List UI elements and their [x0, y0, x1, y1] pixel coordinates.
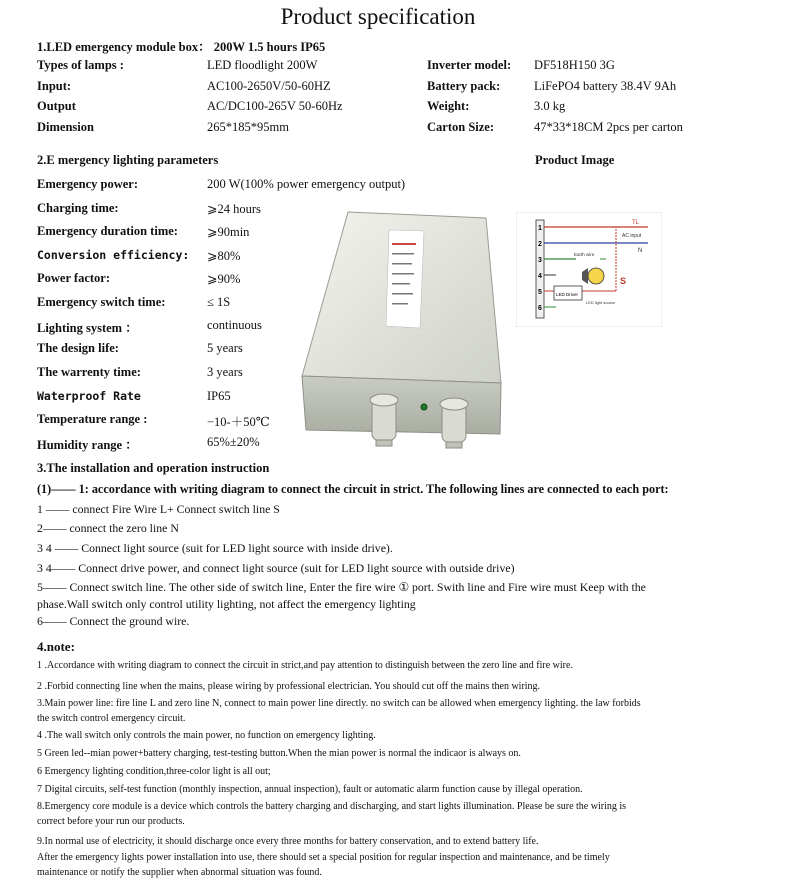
param-key: Humidity range ： — [37, 438, 138, 452]
terminal-label: 3 — [538, 257, 542, 264]
product-image-label: Product Image — [535, 153, 615, 167]
diagram-tl-label: TL — [632, 220, 640, 226]
note-line: correct before your run our products. — [37, 816, 185, 827]
param-value: 3 years — [207, 365, 243, 379]
spec-value: DF518H150 3G — [534, 58, 615, 72]
spec-key: Output — [37, 99, 76, 113]
param-key: Emergency duration time: — [37, 224, 178, 238]
param-value: continuous — [207, 318, 262, 332]
note-line: After the emergency lights power installation into use, there should set a special position for regular inspection and maintenance, and be timely — [37, 852, 610, 863]
spec-value: LiFePO4 battery 38.4V 9Ah — [534, 79, 677, 93]
instruction-line: 1 —— connect Fire Wire L+ Connect switch line S — [37, 502, 280, 516]
param-value: ⩾80% — [207, 249, 241, 263]
note-line: maintenance or notify the supplier when abnormal situation was found. — [37, 867, 322, 878]
section2-heading: 2.E mergency lighting parameters — [37, 153, 219, 167]
diagram-earth-label: Earth wire — [574, 252, 595, 257]
wiring-diagram — [516, 212, 662, 327]
spec-key: Weight: — [427, 99, 470, 113]
note-line: 7 Digital circuits, self-test function (monthly inspection, annual inspection), fault or automatic alarm function cause by illegal operation. — [37, 784, 583, 795]
spec-key: Carton Size: — [427, 120, 494, 134]
note-line: 1 .Accordance with writing diagram to connect the circuit in strict,and pay attention to distinguish between the zero line and fire wire. — [37, 660, 573, 671]
param-key: The warrenty time: — [37, 365, 141, 379]
terminal-label: 5 — [538, 289, 542, 296]
spec-key: Types of lamps : — [37, 58, 124, 72]
param-key: Lighting system ： — [37, 321, 138, 335]
page-title: Product specification — [280, 4, 476, 29]
note-line: 4 .The wall switch only controls the main power, no function on emergency lighting. — [37, 730, 376, 741]
note-line: 3.Main power line: fire line L and zero line N, connect to main power line directly. no switch can be allowed when emergency lighting. the law forbids — [37, 698, 641, 709]
section3-subheading: (1)—— 1: accordance with writing diagram to connect the circuit in strict. The following lines are connected to each port: — [37, 482, 669, 496]
diagram-ac-input-label: AC input — [622, 233, 642, 239]
param-key: Conversion efficiency: — [37, 248, 190, 262]
param-value: ⩾90% — [207, 272, 241, 286]
section1-heading: 1.LED emergency module box： 200W 1.5 hours IP65 — [37, 40, 326, 54]
section4-heading: 4.note: — [37, 639, 75, 654]
diagram-led-driver-label: LED Driver — [556, 292, 579, 297]
note-line: 9.In normal use of electricity, it should discharge once every three months for battery conservation, and to extend battery life. — [37, 836, 539, 847]
note-line: 6 Emergency lighting condition,three-color light is all out; — [37, 766, 271, 777]
param-key: Temperature range : — [37, 412, 148, 426]
param-value: ⩾24 hours — [207, 202, 261, 216]
note-line: 8.Emergency core module is a device which controls the battery charging and discharging, and start lights illumination. Please be sure the wiring is — [37, 801, 627, 812]
spec-value: 265*185*95mm — [207, 120, 289, 134]
param-value: −10-＋50℃ — [207, 415, 270, 429]
param-value: IP65 — [207, 389, 231, 403]
terminal-label: 1 — [538, 225, 542, 232]
instruction-line: phase.Wall switch only control utility lighting, not affect the emergency lighting — [37, 597, 416, 611]
param-value: 5 years — [207, 341, 243, 355]
diagram-n-label: N — [638, 248, 643, 254]
spec-key: Dimension — [37, 120, 94, 134]
terminal-label: 2 — [538, 241, 542, 248]
spec-value: 3.0 kg — [534, 99, 566, 113]
diagram-switch-label: S — [620, 276, 627, 286]
param-key: Emergency power: — [37, 177, 139, 191]
instruction-line: 3 4 —— Connect light source (suit for LED light source with inside drive). — [37, 541, 393, 555]
param-key: Waterproof Rate — [37, 389, 141, 403]
param-key: Charging time: — [37, 201, 119, 215]
terminal-label: 4 — [538, 273, 542, 280]
product-image — [296, 208, 516, 458]
spec-key: Input: — [37, 79, 72, 93]
spec-value: AC100-2650V/50-60HZ — [207, 79, 331, 93]
param-value: 200 W(100% power emergency output) — [207, 177, 406, 191]
note-line: the switch control emergency circuit. — [37, 713, 186, 724]
spec-value: AC/DC100-265V 50-60Hz — [207, 99, 343, 113]
param-value: ≤ 1S — [207, 295, 231, 309]
instruction-line: 3 4—— Connect drive power, and connect light source (suit for LED light source with outside drive) — [37, 561, 515, 575]
instruction-line: 6—— Connect the ground wire. — [37, 614, 190, 628]
spec-value: 47*33*18CM 2pcs per carton — [534, 120, 683, 134]
note-line: 5 Green led--mian power+battery charging, test-testing button.When the mian power is normal the indicaor is always on. — [37, 748, 521, 759]
instruction-line: 5—— Connect switch line. The other side of switch line, Enter the fire wire ① port. Swith line and Fire wire must Keep with the — [37, 580, 646, 594]
param-key: Power factor: — [37, 271, 110, 285]
spec-key: Inverter model: — [427, 58, 512, 72]
spec-value: LED floodlight 200W — [207, 58, 318, 72]
param-key: Emergency switch time: — [37, 295, 166, 309]
section3-heading: 3.The installation and operation instruction — [37, 461, 270, 475]
spec-key: Battery pack: — [427, 79, 501, 93]
diagram-led-light-label: LED light source — [586, 300, 616, 305]
param-value: ⩾90min — [207, 225, 250, 239]
param-value: 65%±20% — [207, 435, 260, 449]
terminal-label: 6 — [538, 305, 542, 312]
note-line: 2 .Forbid connecting line when the mains, please wiring by professional electrician. You should cut off the mains then wiring. — [37, 681, 541, 692]
instruction-line: 2—— connect the zero line N — [37, 521, 179, 535]
param-key: The design life: — [37, 341, 119, 355]
